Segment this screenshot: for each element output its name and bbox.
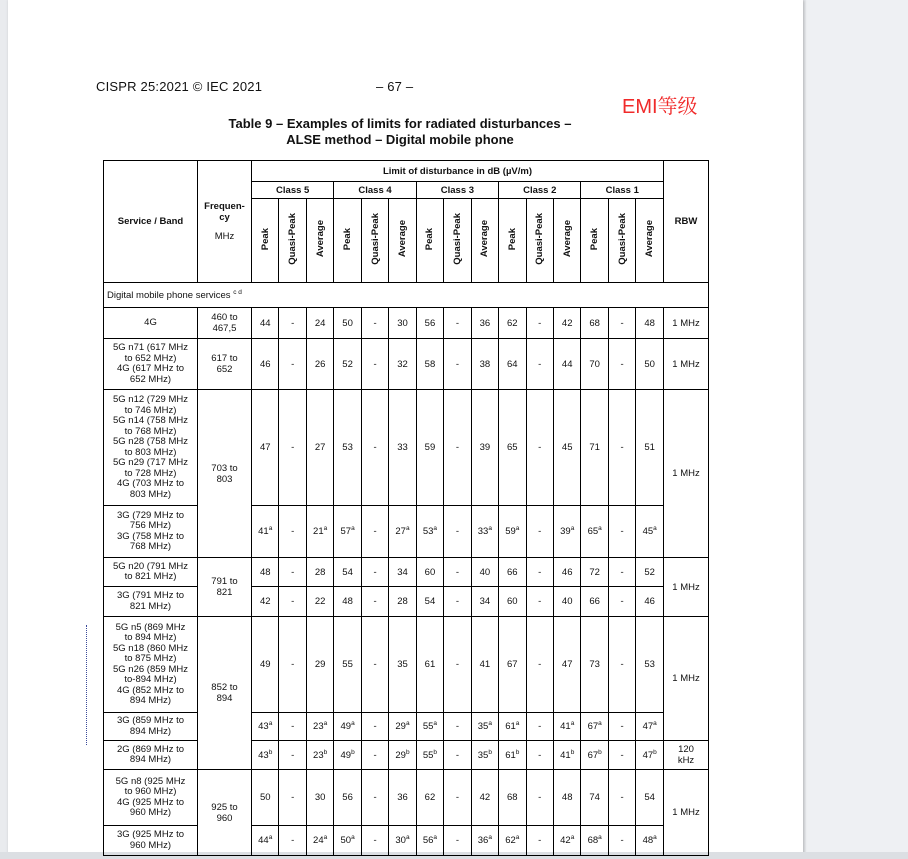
limit-value-cell: - [444, 741, 471, 770]
limit-value-cell: 40 [553, 587, 580, 617]
viewer-background [806, 0, 908, 859]
frequency-cell: 460 to 467,5 [198, 308, 252, 339]
table-row [104, 558, 709, 587]
table-row [104, 390, 709, 506]
limit-value-cell: 49 [252, 617, 279, 713]
header-detector: Quasi-Peak [444, 199, 471, 283]
table-row [104, 741, 709, 770]
header-limit: Limit of disturbance in dB (µV/m) [252, 161, 664, 182]
limit-value-cell: 55$^b$ [416, 741, 443, 770]
limit-value-cell: - [608, 587, 635, 617]
limit-value-cell: 42 [471, 770, 498, 826]
limit-value-cell: 71 [581, 390, 608, 506]
limit-value-cell: 41$^a$ [252, 506, 279, 558]
limit-value-cell: - [361, 339, 388, 390]
limit-value-cell: - [444, 390, 471, 506]
limit-value-cell: - [279, 770, 306, 826]
limit-value-cell: 62 [416, 770, 443, 826]
frequency-cell: 791 to 821 [198, 558, 252, 617]
limit-value-cell: 42 [252, 587, 279, 617]
service-band-cell: 3G (729 MHz to 756 MHz) 3G (758 MHz to 768 MHz) [104, 506, 198, 558]
limit-value-cell: - [361, 587, 388, 617]
limit-value-cell: 72 [581, 558, 608, 587]
frequency-cell: 925 to 960 [198, 770, 252, 856]
limit-value-cell: 36$^a$ [471, 826, 498, 856]
limit-value-cell: 53$^a$ [416, 506, 443, 558]
service-band-cell: 4G [104, 308, 198, 339]
limit-value-cell: - [279, 390, 306, 506]
service-band-cell: 3G (791 MHz to 821 MHz) [104, 587, 198, 617]
table-row [104, 587, 709, 617]
limit-value-cell: 44 [553, 339, 580, 390]
limit-value-cell: 26 [306, 339, 333, 390]
rbw-cell: 120 kHz [664, 741, 709, 770]
limit-value-cell: 66 [581, 587, 608, 617]
service-band-cell: 5G n20 (791 MHz to 821 MHz) [104, 558, 198, 587]
limit-value-cell: 67$^a$ [581, 713, 608, 741]
limit-value-cell: 54 [334, 558, 361, 587]
limit-value-cell: - [444, 826, 471, 856]
limit-value-cell: 30 [389, 308, 416, 339]
limit-value-cell: 28 [306, 558, 333, 587]
rbw-cell: 1 MHz [664, 558, 709, 617]
limit-value-cell: 27$^a$ [389, 506, 416, 558]
limit-value-cell: 73 [581, 617, 608, 713]
limit-value-cell: 48 [252, 558, 279, 587]
limit-value-cell: - [444, 617, 471, 713]
limit-value-cell: 60 [499, 587, 526, 617]
limit-value-cell: - [279, 617, 306, 713]
limit-value-cell: 56 [334, 770, 361, 826]
limit-value-cell: 30 [306, 770, 333, 826]
limit-value-cell: 46 [252, 339, 279, 390]
limit-value-cell: 38 [471, 339, 498, 390]
limit-value-cell: - [526, 713, 553, 741]
header-detector: Peak [581, 199, 608, 283]
limit-value-cell: 54 [636, 770, 664, 826]
header-detector: Quasi-Peak [526, 199, 553, 283]
limit-value-cell: 28 [389, 587, 416, 617]
table-row [104, 339, 709, 390]
limit-value-cell: 43$^b$ [252, 741, 279, 770]
limit-value-cell: 50 [636, 339, 664, 390]
limit-value-cell: - [361, 770, 388, 826]
limit-value-cell: - [608, 308, 635, 339]
limit-value-cell: 30$^a$ [389, 826, 416, 856]
limit-value-cell: 35$^a$ [471, 713, 498, 741]
limit-value-cell: 48$^a$ [636, 826, 664, 856]
limit-value-cell: - [526, 741, 553, 770]
limit-value-cell: - [444, 770, 471, 826]
limit-value-cell: - [526, 587, 553, 617]
limit-value-cell: 68$^a$ [581, 826, 608, 856]
limit-value-cell: - [608, 770, 635, 826]
limit-value-cell: 23$^b$ [306, 741, 333, 770]
limit-value-cell: 46 [636, 587, 664, 617]
limit-value-cell: - [361, 741, 388, 770]
limit-value-cell: 65$^a$ [581, 506, 608, 558]
service-band-cell: 5G n12 (729 MHz to 746 MHz) 5G n14 (758 MHz to 768 MHz) 5G n28 (758 MHz to 803 MHz) 5G n29 (717 MHz to 728 MHz) 4G (703 MHz to 803 MHz) [104, 390, 198, 506]
limit-value-cell: - [608, 617, 635, 713]
limit-value-cell: 70 [581, 339, 608, 390]
limit-value-cell: - [444, 308, 471, 339]
limit-value-cell: 53 [334, 390, 361, 506]
limit-value-cell: - [361, 308, 388, 339]
limit-value-cell: - [444, 339, 471, 390]
frequency-cell: 852 to 894 [198, 617, 252, 770]
rbw-cell: 1 MHz [664, 617, 709, 741]
limit-value-cell: - [279, 558, 306, 587]
limit-value-cell: 47 [252, 390, 279, 506]
limit-value-cell: 50$^a$ [334, 826, 361, 856]
limit-value-cell: 50 [334, 308, 361, 339]
service-band-cell: 5G n5 (869 MHz to 894 MHz) 5G n18 (860 MHz to 875 MHz) 5G n26 (859 MHz to-894 MHz) 4G (852 MHz to 894 MHz) [104, 617, 198, 713]
limit-value-cell: 55$^a$ [416, 713, 443, 741]
section-heading: Digital mobile phone services $^{c d}$ [104, 283, 709, 308]
limit-value-cell: 21$^a$ [306, 506, 333, 558]
limit-value-cell: 24$^a$ [306, 826, 333, 856]
limit-value-cell: 39$^a$ [553, 506, 580, 558]
limit-value-cell: - [526, 308, 553, 339]
limit-value-cell: 67$^b$ [581, 741, 608, 770]
limit-value-cell: 39 [471, 390, 498, 506]
frequency-cell: 617 to 652 [198, 339, 252, 390]
limit-value-cell: 22 [306, 587, 333, 617]
limit-value-cell: 49$^a$ [334, 713, 361, 741]
limit-value-cell: 52 [334, 339, 361, 390]
header-detector: Average [471, 199, 498, 283]
rbw-cell: 1 MHz [664, 339, 709, 390]
limit-value-cell: - [444, 506, 471, 558]
limit-value-cell: - [526, 390, 553, 506]
limit-value-cell: 47$^a$ [636, 713, 664, 741]
header-detector: Average [553, 199, 580, 283]
limit-value-cell: 62$^a$ [499, 826, 526, 856]
service-band-cell: 3G (925 MHz to 960 MHz) [104, 826, 198, 856]
limit-value-cell: - [444, 558, 471, 587]
limit-value-cell: 41$^b$ [553, 741, 580, 770]
header-detector: Average [389, 199, 416, 283]
limit-value-cell: 46 [553, 558, 580, 587]
limit-value-cell: - [526, 617, 553, 713]
limit-value-cell: 44$^a$ [252, 826, 279, 856]
limit-value-cell: 43$^a$ [252, 713, 279, 741]
limit-value-cell: 50 [252, 770, 279, 826]
margin-mark [86, 625, 91, 745]
limit-value-cell: 23$^a$ [306, 713, 333, 741]
limit-value-cell: - [608, 741, 635, 770]
limit-value-cell: 48 [334, 587, 361, 617]
limit-value-cell: 48 [553, 770, 580, 826]
service-band-cell: 5G n8 (925 MHz to 960 MHz) 4G (925 MHz to 960 MHz) [104, 770, 198, 826]
limit-value-cell: 49$^b$ [334, 741, 361, 770]
limit-value-cell: - [444, 713, 471, 741]
limit-value-cell: - [361, 558, 388, 587]
limit-value-cell: - [526, 506, 553, 558]
table-caption-line-1: Table 9 – Examples of limits for radiated disturbances – [228, 116, 572, 131]
table-row [104, 713, 709, 741]
table-row [104, 617, 709, 713]
header-detector: Peak [499, 199, 526, 283]
header-service-band: Service / Band [104, 161, 198, 283]
header-detector: Peak [252, 199, 279, 283]
limit-value-cell: - [279, 506, 306, 558]
limit-value-cell: - [444, 587, 471, 617]
service-band-cell: 3G (859 MHz to 894 MHz) [104, 713, 198, 741]
header-rbw: RBW [664, 161, 709, 283]
limit-value-cell: 65 [499, 390, 526, 506]
rbw-cell: 1 MHz [664, 390, 709, 558]
limit-value-cell: 64 [499, 339, 526, 390]
limit-value-cell: 61$^b$ [499, 741, 526, 770]
header-class-1: Class 1 [581, 182, 664, 199]
limit-value-cell: 33 [389, 390, 416, 506]
limit-value-cell: 68 [499, 770, 526, 826]
limit-value-cell: 32 [389, 339, 416, 390]
limit-value-cell: - [608, 506, 635, 558]
header-class-4: Class 4 [334, 182, 416, 199]
limit-value-cell: 51 [636, 390, 664, 506]
header-detector: Quasi-Peak [608, 199, 635, 283]
rbw-cell: 1 MHz [664, 308, 709, 339]
limit-value-cell: 44 [252, 308, 279, 339]
table-row [104, 770, 709, 826]
limit-value-cell: 42 [553, 308, 580, 339]
limit-value-cell: 52 [636, 558, 664, 587]
header-detector: Average [636, 199, 664, 283]
limit-value-cell: - [361, 390, 388, 506]
limit-value-cell: 47 [553, 617, 580, 713]
limit-value-cell: - [608, 390, 635, 506]
table-caption-line-2: ALSE method – Digital mobile phone [286, 132, 514, 147]
limit-value-cell: 53 [636, 617, 664, 713]
limit-value-cell: - [279, 308, 306, 339]
limit-value-cell: - [608, 558, 635, 587]
limit-value-cell: 27 [306, 390, 333, 506]
header-detector: Average [306, 199, 333, 283]
limit-value-cell: 34 [471, 587, 498, 617]
limit-value-cell: 61$^a$ [499, 713, 526, 741]
limit-value-cell: 36 [389, 770, 416, 826]
limit-value-cell: 48 [636, 308, 664, 339]
limit-value-cell: - [279, 587, 306, 617]
header-frequency: Frequen- cy MHz [198, 161, 252, 283]
limit-value-cell: - [279, 741, 306, 770]
table-row [104, 308, 709, 339]
header-detector: Quasi-Peak [279, 199, 306, 283]
limit-value-cell: 59$^a$ [499, 506, 526, 558]
limit-value-cell: 59 [416, 390, 443, 506]
table-row [104, 506, 709, 558]
rbw-cell: 1 MHz [664, 770, 709, 856]
limits-table [103, 160, 709, 856]
limit-value-cell: 54 [416, 587, 443, 617]
limit-value-cell: - [279, 826, 306, 856]
limit-value-cell: 41$^a$ [553, 713, 580, 741]
limit-value-cell: 36 [471, 308, 498, 339]
limit-value-cell: 45 [553, 390, 580, 506]
limit-value-cell: 29$^b$ [389, 741, 416, 770]
limit-value-cell: 55 [334, 617, 361, 713]
limit-value-cell: 34 [389, 558, 416, 587]
limit-value-cell: 42$^a$ [553, 826, 580, 856]
limit-value-cell: 66 [499, 558, 526, 587]
limit-value-cell: 57$^a$ [334, 506, 361, 558]
limit-value-cell: - [526, 558, 553, 587]
limit-value-cell: 56 [416, 308, 443, 339]
document-reference: CISPR 25:2021 © IEC 2021 [96, 79, 263, 94]
header-detector: Peak [334, 199, 361, 283]
limit-value-cell: - [361, 826, 388, 856]
limit-value-cell: 68 [581, 308, 608, 339]
page-number: – 67 – [376, 79, 414, 94]
limit-value-cell: - [361, 713, 388, 741]
header-detector: Quasi-Peak [361, 199, 388, 283]
limit-value-cell: 35$^b$ [471, 741, 498, 770]
table-row [104, 826, 709, 856]
limit-value-cell: - [608, 339, 635, 390]
header-class-2: Class 2 [499, 182, 581, 199]
limit-value-cell: 29$^a$ [389, 713, 416, 741]
limit-value-cell: 47$^b$ [636, 741, 664, 770]
limit-value-cell: 41 [471, 617, 498, 713]
limit-value-cell: - [361, 506, 388, 558]
limit-value-cell: 58 [416, 339, 443, 390]
service-band-cell: 2G (869 MHz to 894 MHz) [104, 741, 198, 770]
limit-value-cell: - [279, 713, 306, 741]
limit-value-cell: - [279, 339, 306, 390]
limit-value-cell: 67 [499, 617, 526, 713]
limit-value-cell: - [526, 339, 553, 390]
limit-value-cell: 24 [306, 308, 333, 339]
header-class-3: Class 3 [416, 182, 498, 199]
limit-value-cell: 60 [416, 558, 443, 587]
limit-value-cell: - [526, 770, 553, 826]
limit-value-cell: - [608, 713, 635, 741]
limit-value-cell: 35 [389, 617, 416, 713]
limit-value-cell: - [608, 826, 635, 856]
limit-value-cell: 62 [499, 308, 526, 339]
header-class-5: Class 5 [252, 182, 334, 199]
limit-value-cell: 45$^a$ [636, 506, 664, 558]
frequency-cell: 703 to 803 [198, 390, 252, 558]
limit-value-cell: 74 [581, 770, 608, 826]
service-band-cell: 5G n71 (617 MHz to 652 MHz) 4G (617 MHz to 652 MHz) [104, 339, 198, 390]
limit-value-cell: 29 [306, 617, 333, 713]
limit-value-cell: 40 [471, 558, 498, 587]
limit-value-cell: 33$^a$ [471, 506, 498, 558]
limit-value-cell: 56$^a$ [416, 826, 443, 856]
header-detector: Peak [416, 199, 443, 283]
limit-value-cell: 61 [416, 617, 443, 713]
handwritten-annotation: EMI等级 [622, 96, 698, 118]
limit-value-cell: - [526, 826, 553, 856]
limit-value-cell: - [361, 617, 388, 713]
